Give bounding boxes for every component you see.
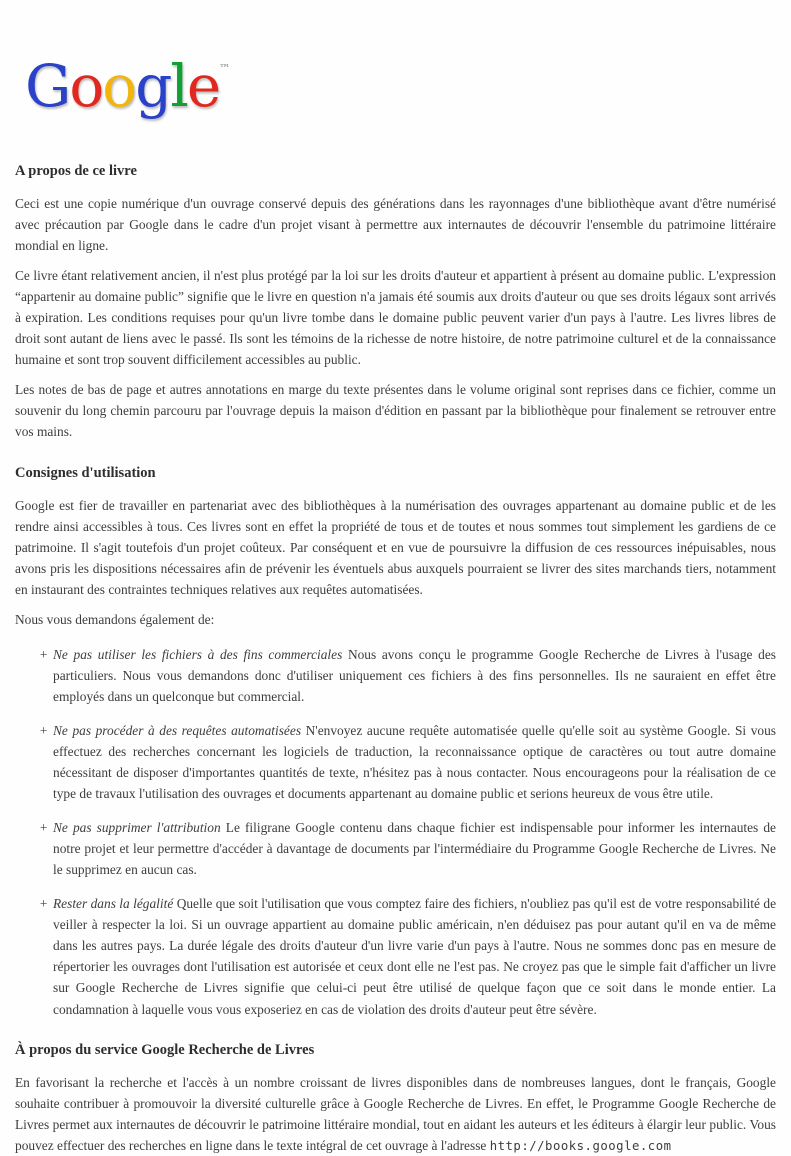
section-heading-service: À propos du service Google Recherche de Livres bbox=[15, 1041, 315, 1058]
usage-rule-automated-queries bbox=[15, 720, 776, 804]
google-logo bbox=[25, 32, 776, 123]
section-heading-about-book: A propos de ce livre bbox=[15, 163, 137, 179]
guidelines-list-intro: Nous vous demandons également de: bbox=[15, 611, 215, 627]
plus-marker: + bbox=[39, 646, 49, 662]
service-paragraph bbox=[15, 1072, 776, 1156]
section-about-service bbox=[15, 1042, 776, 1156]
about-paragraph-2: Ce livre étant relativement ancien, il n'est plus protégé par la loi sur les droits d'auteur et appartient à présent au domaine public. L'expression “appartenir au domaine public” signifie que le livre en question n'a jamais été soumis aux droits d'auteur ou que ses droits légaux sont arrivés à expiration. Les conditions requises pour qu'un livre tombe dans le domaine public peuvent varier d'un pays à l'autre. Les livres libres de droit sont autant de liens avec le passé. Ils sont les témoins de la richesse de notre histoire, de notre patrimoine culturel et de la connaissance humaine et sont trop souvent difficilement accessibles au public. bbox=[15, 268, 776, 368]
logo-letter-3: g bbox=[135, 52, 171, 120]
usage-rules-list bbox=[15, 644, 776, 1020]
usage-rule-text bbox=[53, 720, 776, 804]
usage-rule-detail: N'envoyez aucune requête automatisée quelle qu'elle soit au système Google. Si vous effectuez des recherches concernant les logiciels de traduction, la reconnaissance optique de caractères ou tout autre domaine nécessitant de disposer d'importantes quantités de texte, n'hésitez pas à nous contacter. Nous encourageons pour la réalisation de ce type de travaux l'utilisation des ouvrages et documents appartenant au domaine public et serions heureux de vous être utile. bbox=[53, 722, 776, 802]
logo-letter-5: e bbox=[186, 52, 220, 120]
usage-rule-text bbox=[53, 644, 776, 707]
usage-rule-detail: Quelle que soit l'utilisation que vous comptez faire des fichiers, n'oubliez pas qu'il est de votre responsabilité de veiller à respecter la loi. Si un ouvrage appartient au domaine public américain, n'en déduisez pas pour autant qu'il en va de même dans les autres pays. La durée légale des droits d'auteur d'un livre varie d'un pays à l'autre. Nous ne sommes donc pas en mesure de répertorier les ouvrages dont l'utilisation est autorisée et ceux dont elle ne l'est pas. Ne croyez pas que le simple fait d'afficher un livre sur Google Recherche de Livres signifie que celui-ci peut être utilisé de quelque façon que ce soit dans le monde entier. La condamnation à laquelle vous vous exposeriez en cas de violation des droits d'auteur peut être sévère. bbox=[53, 896, 777, 1017]
about-paragraph-3: Les notes de bas de page et autres annotations en marge du texte présentes dans le volume original sont reprises dans ce fichier, comme un souvenir du long chemin parcouru par l'ouvrage depuis la maison d'édition en passant par la bibliothèque pour finalement se retrouver entre vos mains. bbox=[15, 382, 776, 440]
section-heading-guidelines: Consignes d'utilisation bbox=[15, 464, 156, 481]
usage-rule-detail: Le filigrane Google contenu dans chaque fichier est indispensable pour informer les internautes de notre projet et leur permettre d'accéder à davantage de documents par l'intermédiaire du Programme Google Recherche de Livres. Ne le supprimez en aucun cas. bbox=[53, 820, 776, 878]
logo-letter-4: l bbox=[170, 52, 187, 120]
usage-rule-text bbox=[53, 817, 776, 880]
guidelines-paragraph: Google est fier de travailler en partenariat avec des bibliothèques à la numérisation des ouvrages appartenant au domaine public et de les rendre ainsi accessibles à tous. Ces livres sont en effet la propriété de tous et de toutes et nous sommes tout simplement les gardiens de ce patrimoine. Il s'agit toutefois d'un projet coûteux. Par conséquent et en vue de poursuivre la diffusion de ces ressources inépuisables, nous avons pris les dispositions nécessaires afin de prévenir les éventuels abus auxquels pourraient se livrer des sites marchands tiers, notamment en instaurant des contraintes techniques relatives aux requêtes automatisées. bbox=[15, 497, 776, 597]
usage-rule-lead: Rester dans la légalité bbox=[53, 896, 174, 912]
books-google-url: http://books.google.com bbox=[489, 1138, 672, 1153]
usage-rule-text bbox=[53, 893, 776, 1019]
logo-letter-1: o bbox=[69, 52, 103, 120]
plus-marker: + bbox=[39, 820, 49, 836]
usage-rule-lead: Ne pas supprimer l'attribution bbox=[53, 820, 221, 836]
about-paragraph-1: Ceci est une copie numérique d'un ouvrage conservé depuis des générations dans les rayonnages d'une bibliothèque avant d'être numérisé avec précaution par Google dans le cadre d'un projet visant à permettre aux internautes de découvrir l'ensemble du patrimoine littéraire mondial en ligne. bbox=[15, 196, 776, 254]
usage-rule-lead: Ne pas utiliser les fichiers à des fins commerciales bbox=[53, 646, 343, 662]
plus-marker: + bbox=[39, 896, 49, 912]
section-about-book bbox=[15, 163, 776, 443]
logo-letter-0: G bbox=[25, 52, 70, 120]
usage-rule-detail: Nous avons conçu le programme Google Recherche de Livres à l'usage des particuliers. Nous vous demandons donc d'utiliser uniquement ces fichiers à des fins personnelles. Ils ne sauraient en effet être employés dans un quelconque but commercial. bbox=[53, 646, 776, 704]
usage-rule-legality bbox=[15, 893, 776, 1019]
section-usage-guidelines bbox=[15, 465, 776, 1020]
plus-marker: + bbox=[39, 722, 49, 738]
logo-trademark: ™ bbox=[219, 62, 231, 75]
usage-rule-attribution bbox=[15, 817, 776, 880]
usage-rule-commercial bbox=[15, 644, 776, 707]
usage-rule-lead: Ne pas procéder à des requêtes automatisées bbox=[53, 722, 302, 738]
service-text: En favorisant la recherche et l'accès à un nombre croissant de livres disponibles dans de nombreuses langues, dont le français, Google souhaite contribuer à promouvoir la diversité culturelle grâce à Google Recherche de Livres. En effet, le Programme Google Recherche de Livres permet aux internautes de découvrir le patrimoine littéraire mondial, tout en aidant les auteurs et les éditeurs à élargir leur public. Vous pouvez effectuer des recherches en ligne dans le texte intégral de cet ouvrage à l'adresse bbox=[15, 1074, 776, 1153]
logo-letter-2: o bbox=[102, 52, 136, 120]
